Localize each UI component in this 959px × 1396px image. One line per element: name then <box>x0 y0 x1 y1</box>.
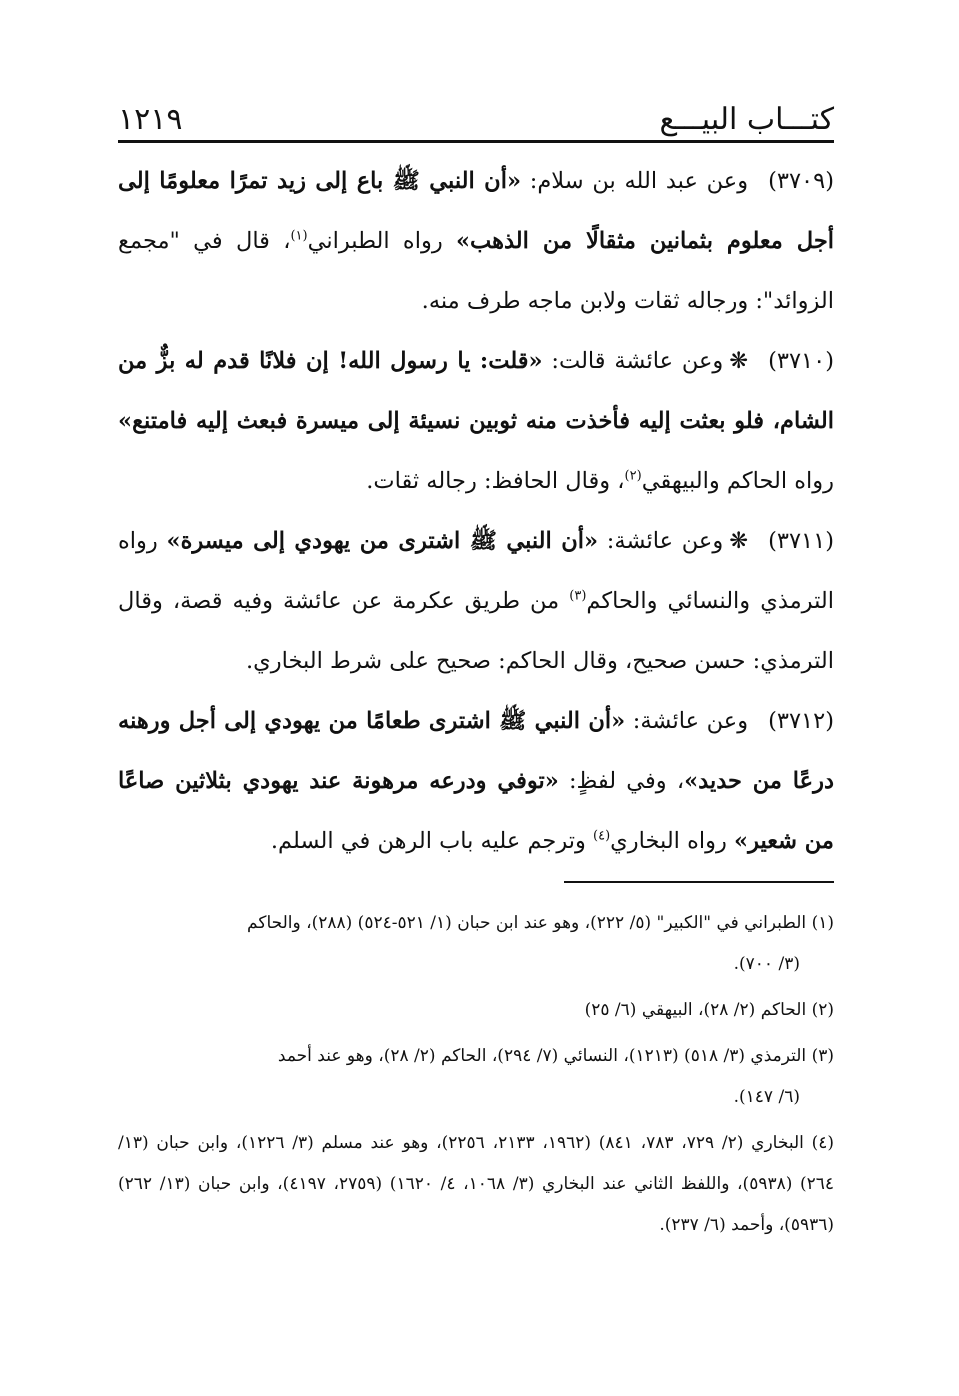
footnote-text: البخاري (٢/ ٧٢٩، ٧٨٣، ٨٤١) (١٩٦٢، ٢١٣٣، ٢٢٥٦)، وهو عند مسلم (٣/ ١٢٢٦)، <box>235 1133 804 1153</box>
footnote-3 <box>118 1036 834 1118</box>
star-icon: ❋ <box>729 528 749 554</box>
footnote-number: (٣) <box>811 1046 834 1066</box>
hadith-entry-3711 <box>118 511 834 691</box>
hadith-entry-3709 <box>118 151 834 331</box>
entry-source: رواه البخاري <box>610 828 734 854</box>
running-title: كتـــاب البيـــع <box>659 102 834 137</box>
entry-intro: وعن عبد الله بن سلام: <box>521 168 749 194</box>
footnote-number: (٢) <box>811 1000 834 1020</box>
entry-comment: من طريق عكرمة عن عائشة وفيه قصة، وقال الترمذي: حسن صحيح، وقال الحاكم: صحيح على شرط البخاري. <box>118 588 834 674</box>
footnote-ref[interactable]: (١) <box>290 228 308 244</box>
footnote-text: الحاكم (٢/ ٢٨)، البيهقي (٦/ ٢٥) <box>584 1000 807 1020</box>
hadith-entry-3710 <box>118 331 834 511</box>
entry-quote: «أن النبي ﷺ اشترى طعامًا من يهودي إلى أجل ورهنه درعًا من حديد» <box>118 708 834 794</box>
entry-comment: وترجم عليه باب الرهن في السلم. <box>270 828 594 854</box>
footnote-continuation: (٣/ ٧٠٠). <box>733 954 800 974</box>
footnote-text: الطبراني في "الكبير" (٥/ ٢٢٢)، وهو عند ابن حبان (١/ ٥٢١-٥٢٤) (٢٨٨)، والحاكم <box>247 913 807 933</box>
entry-number: (٣٧١٢) <box>768 708 834 734</box>
entry-quote: «أن النبي ﷺ باع إلى زيد تمرًا معلومًا إلى أجل معلوم بثمانين مثقالًا من الذهب» <box>118 168 834 254</box>
footnote-2 <box>118 990 834 1031</box>
entry-variant-intro: ، وفي لفظٍ: <box>558 768 685 794</box>
footnote-ref[interactable]: (٣) <box>569 588 587 604</box>
footnote-number: (١) <box>811 913 834 933</box>
footnote-text: الترمذي (٣/ ٥١٨) (١٢١٣)، النسائي (٧/ ٢٩٤)، الحاكم (٢/ ٢٨)، وهو عند أحمد <box>277 1046 807 1066</box>
entry-variant-quote: «توفي ودرعه مرهونة عند يهودي بثلاثين صاعًا من شعير» <box>118 768 834 854</box>
entry-comment: ، وقال الحافظ: رجاله ثقات. <box>366 468 625 494</box>
entry-quote: «قلت: يا رسول الله! إن فلانًا قدم له بزٌّ من الشام، فلو بعثت إليه فأخذت منه ثوبين نسيئة إلى ميسرة فبعث إليه فامتنع» <box>118 348 834 434</box>
entry-source: رواه الترمذي والنسائي والحاكم <box>118 528 834 614</box>
entry-comment: ، قال في "مجمع الزوائد": ورجاله ثقات ولابن ماجه طرف منه. <box>118 228 834 314</box>
footnote-continuation: وابن حبان (١٣/ ٢٦٤) (٥٩٣٨)، واللفظ الثاني عند البخاري (٣/ ١٠٦٨، ٤/ ١٦٢٠) (٢٧٥٩، ٤١٩٧)، وابن حبان (١٣/ ٢٦٢) (٥٩٣٦)، وأحمد (٦/ ٢٣٧). <box>118 1133 835 1235</box>
entry-intro: وعن عائشة: <box>598 528 724 554</box>
entry-number: (٣٧٠٩) <box>768 168 834 194</box>
footnote-number: (٤) <box>811 1133 835 1153</box>
star-icon: ❋ <box>729 348 749 374</box>
entry-number: (٣٧١١) <box>768 528 834 554</box>
footnote-ref[interactable]: (٢) <box>624 468 642 484</box>
footnote-separator <box>564 881 834 883</box>
book-page <box>118 96 834 1251</box>
footnotes <box>118 903 834 1246</box>
page-header <box>118 96 834 140</box>
footnote-ref[interactable]: (٤) <box>593 828 611 844</box>
entry-quote: «أن النبي ﷺ اشترى من يهودي إلى ميسرة» <box>166 528 599 554</box>
hadith-entry-3712 <box>118 691 834 871</box>
footnote-4 <box>118 1123 834 1246</box>
entry-source: رواه الحاكم والبيهقي <box>641 468 834 494</box>
entry-intro: وعن عائشة: <box>625 708 749 734</box>
entry-number: (٣٧١٠) <box>768 348 834 374</box>
entry-intro: وعن عائشة قالت: <box>542 348 724 374</box>
footnote-continuation: (٦/ ١٤٧). <box>733 1087 800 1107</box>
page-number: ١٢١٩ <box>118 102 183 137</box>
entry-source: رواه الطبراني <box>307 228 456 254</box>
footnote-1 <box>118 903 834 985</box>
